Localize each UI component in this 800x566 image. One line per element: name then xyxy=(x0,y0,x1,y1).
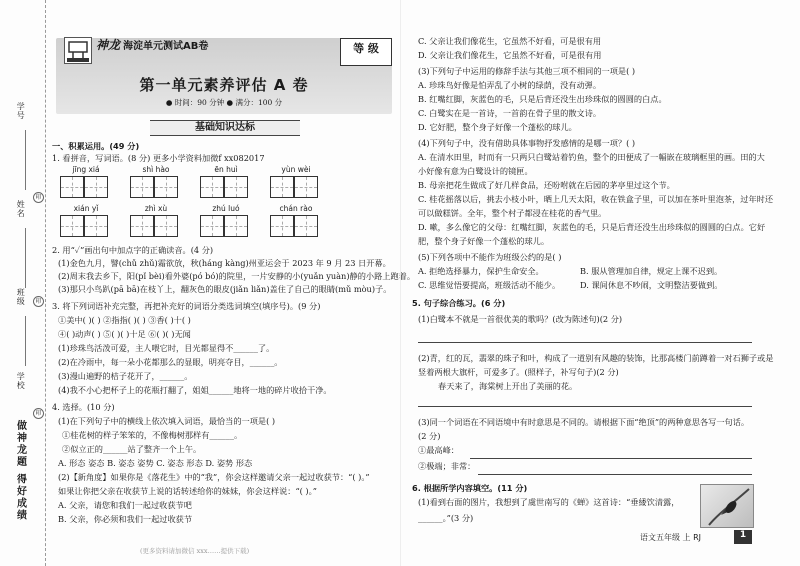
margin-fill-line xyxy=(25,228,26,288)
question-line: ______。”(3 分) xyxy=(418,513,474,523)
question-line: ①最高峰： xyxy=(418,445,459,455)
option-line: 肥，整个身子好像一个蓬松的球儿。 xyxy=(418,236,550,246)
writing-box[interactable] xyxy=(60,176,84,198)
writing-box[interactable] xyxy=(154,215,178,237)
option-line: C. 白鹭实在是一首诗，一首韵在骨子里的散文诗。 xyxy=(418,108,602,118)
brand-script: 神龙 xyxy=(96,38,121,52)
margin-label-name: 姓名 xyxy=(16,200,26,218)
question-line: (1)白鹭本不就是一首很优美的歌吗？(改为陈述句)(2 分) xyxy=(418,314,623,324)
option-line: A. 珍珠鸟好像是怕弄乱了小树的绿荫，没有动弹。 xyxy=(418,80,602,90)
question-line: (3)那只小鸟趴(pā bā)在枝丫上，翻灰色的眼皮(jiǎn liǎn)盖住了自己的眼睛(mǔ mòu)子。 xyxy=(58,284,392,294)
question-4: 4. 选择。(10 分) xyxy=(52,402,115,412)
answer-line[interactable] xyxy=(478,474,752,475)
question-3: 3. 将下列词语补充完整，再把补充好的词语分类选词填空(填序号)。(9 分) xyxy=(52,301,321,311)
option-line: B. 红嘴红脚，灰蓝色的毛，只是后背还没生出珍珠似的圆圆的白点。 xyxy=(418,94,667,104)
question-line: (4)下列句子中，没有借助具体事物抒发感情的是哪一项？( ) xyxy=(418,138,636,148)
pinyin-label: xián yǐ xyxy=(73,204,99,213)
column-divider xyxy=(400,0,401,566)
answer-line[interactable] xyxy=(418,406,752,407)
cicada-picture xyxy=(700,484,754,528)
question-line: ①美中( )( ) ②指指( )( ) ③香( )十( ) xyxy=(58,315,191,325)
brand-title xyxy=(96,39,208,53)
seal-icon: 印 xyxy=(33,296,44,307)
option-line: B. 母亲把花生做成了好几样食品，还吩咐就在后园的茅亭里过这个节。 xyxy=(418,180,675,190)
writing-box[interactable] xyxy=(130,215,154,237)
option-line: B. 父亲，你必须和我们一起过收获节 xyxy=(58,514,193,524)
page-title: 第一单元素养评估 A 卷 xyxy=(139,76,309,94)
option-line: 小好像有意为白鹭设计的镜匣。 xyxy=(418,166,533,176)
binding-margin xyxy=(0,0,46,566)
pinyin-item xyxy=(270,166,322,198)
option-line: D. 嗽，多么像它的父母：红嘴红脚，灰蓝色的毛，只是后背还没生出珍珠似的圆圆的白点。它好 xyxy=(418,222,766,232)
pinyin-label: zhú luó xyxy=(212,204,240,213)
writing-box[interactable] xyxy=(224,215,248,237)
option-line: D. 父亲让我们像花生，它虽然不好看，可是很有用 xyxy=(418,50,602,60)
section-banner: 基础知识达标 xyxy=(150,120,300,136)
writing-box[interactable] xyxy=(130,176,154,198)
pinyin-item xyxy=(270,205,322,237)
writing-box[interactable] xyxy=(224,176,248,198)
time-score-info: ● 时间：90 分钟 ● 满分：100 分 xyxy=(165,98,283,107)
option-line: A. 拒绝选择暴力，保护生命安全。 xyxy=(418,266,544,276)
writing-box[interactable] xyxy=(154,176,178,198)
answer-line[interactable] xyxy=(418,342,752,343)
brand-logo xyxy=(64,37,92,64)
cicada-icon xyxy=(701,485,755,529)
pinyin-label: jīng xiá xyxy=(72,165,100,174)
margin-fill-line xyxy=(25,316,26,366)
question-line: (3)漫山遍野的桔子花开了，______。 xyxy=(58,371,193,381)
question-line: 如果让你把父亲在收获节上说的话转述给你的妹妹，你会这样说：“( )。” xyxy=(58,486,317,496)
option-line: D. 课间休息不吵闹，文明整洁要做到。 xyxy=(580,280,723,290)
question-line: ②似立正的______站了整齐一个上午。 xyxy=(62,444,202,454)
pinyin-label: zhì xù xyxy=(144,204,168,213)
question-line: ①桂花树的样子笨笨的，不像梅树那样有______。 xyxy=(62,430,243,440)
question-1: 1. 看拼音，写词语。(8 分) 更多小学资料加微f xx082017 xyxy=(52,153,265,163)
option-line: D. 它好肥，整个身子好像一个蓬松的球儿。 xyxy=(418,122,577,132)
question-line: 春天来了，海棠树上开出了美丽的花。 xyxy=(438,381,578,391)
logo-icon xyxy=(65,38,91,63)
question-line: (4)我不小心把杯子上的花瓶打翻了，姐姐______地将一地的碎片收拾干净。 xyxy=(58,385,332,395)
pinyin-item xyxy=(200,205,252,237)
pinyin-label: shì hào xyxy=(142,165,170,174)
answer-line[interactable] xyxy=(470,458,752,459)
footer-note: (更多资料请加微信 xxx……提供下载) xyxy=(140,547,250,555)
writing-box[interactable] xyxy=(270,176,294,198)
pinyin-item xyxy=(60,205,112,237)
writing-box[interactable] xyxy=(270,215,294,237)
question-line: (2)周末我去乡下，阳(pǐ bèi)看外婆(pó bó)的院里，一片安静的小(yuǎn yuàn)静的小路上跑着。 xyxy=(58,271,416,281)
question-line: (2 分) xyxy=(418,431,441,441)
margin-slogan: 做神龙题 得好成绩 xyxy=(14,420,26,522)
pinyin-label: chán rào xyxy=(279,204,313,213)
question-line: (1)在下列句子中的横线上依次填入词语，最恰当的一项是( ) xyxy=(58,416,276,426)
option-line: A. 在清水田里，时而有一只两只白鹭站着钓鱼，整个的田便成了一幅嵌在玻璃框里的画。田的大 xyxy=(418,152,765,162)
question-6: 6. 根据所学内容填空。(11 分) xyxy=(412,483,528,493)
writing-box[interactable] xyxy=(84,176,108,198)
writing-box[interactable] xyxy=(84,215,108,237)
margin-label-student-id: 学号 xyxy=(16,102,26,120)
margin-label-class: 班级 xyxy=(16,288,26,306)
question-line: (3)下列句子中运用的修辞手法与其他三项不相同的一项是( ) xyxy=(418,66,636,76)
pinyin-item xyxy=(130,166,182,198)
margin-fill-line xyxy=(25,130,26,190)
question-line: (2)青，红的瓦，翡翠的珠子和叶，构成了一道别有风趣的装饰，比那高楼门前蹲着一对石狮子或是 xyxy=(418,353,774,363)
writing-box[interactable] xyxy=(60,215,84,237)
grade-box: 等 级 xyxy=(340,38,392,66)
seal-icon: 印 xyxy=(33,408,44,419)
question-line: (2)【新角度】如果你是《落花生》中的“我”，你会这样邀请父亲一起过收获节：“( )。” xyxy=(58,472,370,482)
writing-box[interactable] xyxy=(200,215,224,237)
question-line: (3)同一个词语在不同语境中有时意思是不同的。请根据下面“绝顶”的两种意思各写一句话。 xyxy=(418,417,750,427)
seal-icon: 印 xyxy=(33,192,44,203)
option-line: A. 形态 姿态 B. 姿态 姿势 C. 姿态 形态 D. 姿势 形态 xyxy=(58,458,253,468)
pinyin-item xyxy=(60,166,112,198)
page-number: 1 xyxy=(734,530,752,544)
option-line: A. 父亲，请您和我们一起过收获节吧 xyxy=(58,500,192,510)
option-line: C. 桂花摇落以后，挑去小枝小叶，晒上几天太阳，收在铁盒子里，可以加在茶叶里泡茶，过年时还 xyxy=(418,194,774,204)
option-line: 可以做糕饼。全年，整个村子都浸在桂花的香气里。 xyxy=(418,208,607,218)
writing-box[interactable] xyxy=(200,176,224,198)
writing-box[interactable] xyxy=(294,176,318,198)
pinyin-item xyxy=(130,205,182,237)
question-2: 2. 用“✓”画出句中加点字的正确读音。(4 分) xyxy=(52,245,214,255)
question-line: (2)在冷雨中，每一朵小花都那么的显眼，明亮夺目，______。 xyxy=(58,357,283,367)
writing-box[interactable] xyxy=(294,215,318,237)
question-line: (5)下列各项中不能作为班级公约的是( ) xyxy=(418,252,562,262)
question-5: 5. 句子综合练习。(6 分) xyxy=(412,298,506,308)
question-line: ④( )动声( ) ⑤( )( )十足 ⑥( )( )无闻 xyxy=(58,329,191,339)
section-title: 一、积累运用。(49 分) xyxy=(52,141,140,151)
question-line: (1)金色九月，譬(chǔ zhǔ)霜欲放，秋(háng kàng)州亚运会于 2023 年 9 月 23 日开幕。 xyxy=(58,258,391,268)
question-line: (1)珍珠鸟活泼可爱，主人喂它时，目光都显得不______了。 xyxy=(58,343,275,353)
margin-label-school: 学校 xyxy=(16,372,26,390)
pinyin-item xyxy=(200,166,252,198)
option-line: B. 服从管理加自律，规定上课不迟到。 xyxy=(580,266,723,276)
question-line: 竖着两根大旗杆，可爱多了。(照样子，补写句子)(2 分) xyxy=(418,367,619,377)
question-line: ②极端；非常： xyxy=(418,461,476,471)
option-line: C. 思维觉悟要提高，班级活动不能少。 xyxy=(418,280,561,290)
option-line: C. 父亲让我们像花生，它虽然不好看，可是很有用 xyxy=(418,36,602,46)
question-line: (1)看到右面的图片，我想到了虞世南写的《蝉》这首诗：“垂緌饮清露， xyxy=(418,497,680,507)
pinyin-label: ēn huì xyxy=(214,165,238,174)
brand-name: 海淀单元测试AB卷 xyxy=(123,41,209,52)
footer-grade: 语文五年级 上 RJ xyxy=(640,533,702,542)
pinyin-label: yùn wèi xyxy=(281,165,311,174)
